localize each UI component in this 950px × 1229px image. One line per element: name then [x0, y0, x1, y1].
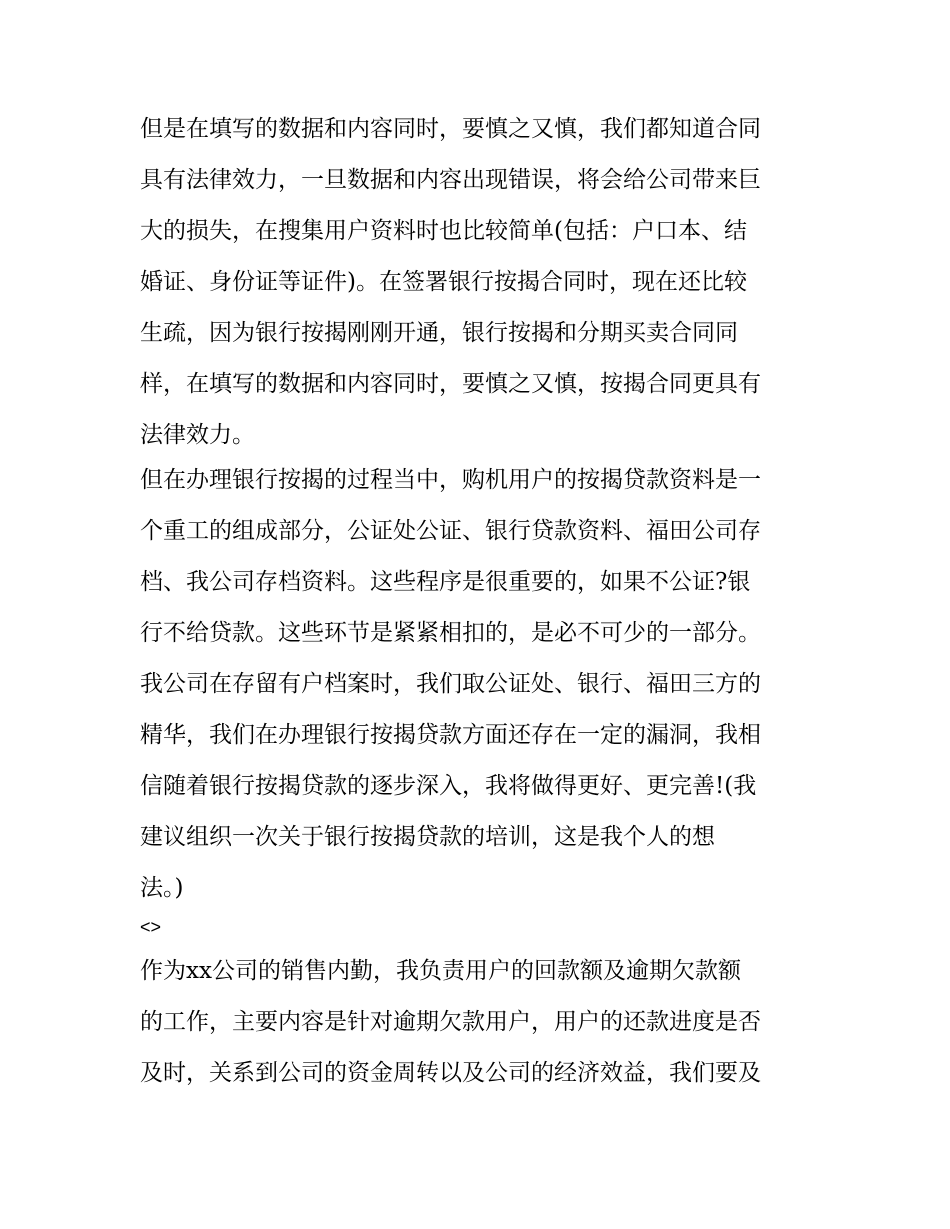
text-line: 但是在填写的数据和内容同时，要慎之又慎，我们都知道合同 — [140, 116, 761, 142]
text-line: 建议组织一次关于银行按揭贷款的培训，这是我个人的想 — [140, 824, 715, 850]
text-line: 但在办理银行按揭的过程当中，购机用户的按揭贷款资料是一 — [140, 467, 761, 493]
paragraph-1 — [140, 104, 820, 455]
document-body — [140, 104, 820, 1099]
text-line: 信随着银行按揭贷款的逐步深入，我将做得更好、更完善!(我 — [140, 773, 757, 799]
text-line: 大的损失，在搜集用户资料时也比较简单(包括：户口本、结 — [140, 218, 747, 244]
text-line: 精华，我们在办理银行按揭贷款方面还存在一定的漏洞，我相 — [140, 722, 761, 748]
paragraph-2 — [140, 455, 820, 908]
text-line: 行不给贷款。这些环节是紧紧相扣的，是必不可少的一部分。 — [140, 620, 761, 646]
text-line: 生疏，因为银行按揭刚刚开通，银行按揭和分期买卖合同同 — [140, 320, 738, 346]
text-line: 法。) — [140, 875, 184, 901]
text-line: 的工作，主要内容是针对逾期欠款用户，用户的还款进度是否 — [140, 1009, 761, 1035]
paragraph-3 — [140, 946, 820, 1099]
text-line: 样，在填写的数据和内容同时，要慎之又慎，按揭合同更具有 — [140, 371, 761, 397]
text-line: 婚证、身份证等证件)。在签署银行按揭合同时，现在还比较 — [140, 269, 747, 295]
text-line: 作为xx公司的销售内勤，我负责用户的回款额及逾期欠款额 — [140, 958, 741, 984]
text-line: 档、我公司存档资料。这些程序是很重要的，如果不公证?银 — [140, 569, 751, 595]
text-line: 个重工的组成部分，公证处公证、银行贷款资料、福田公司存 — [140, 518, 761, 544]
text-line: 具有法律效力，一旦数据和内容出现错误，将会给公司带来巨 — [140, 167, 761, 193]
section-separator: <> — [140, 917, 162, 937]
text-line: 及时，关系到公司的资金周转以及公司的经济效益，我们要及 — [140, 1060, 761, 1086]
text-line: 我公司在存留有户档案时，我们取公证处、银行、福田三方的 — [140, 671, 761, 697]
text-line: 法律效力。 — [140, 422, 255, 448]
